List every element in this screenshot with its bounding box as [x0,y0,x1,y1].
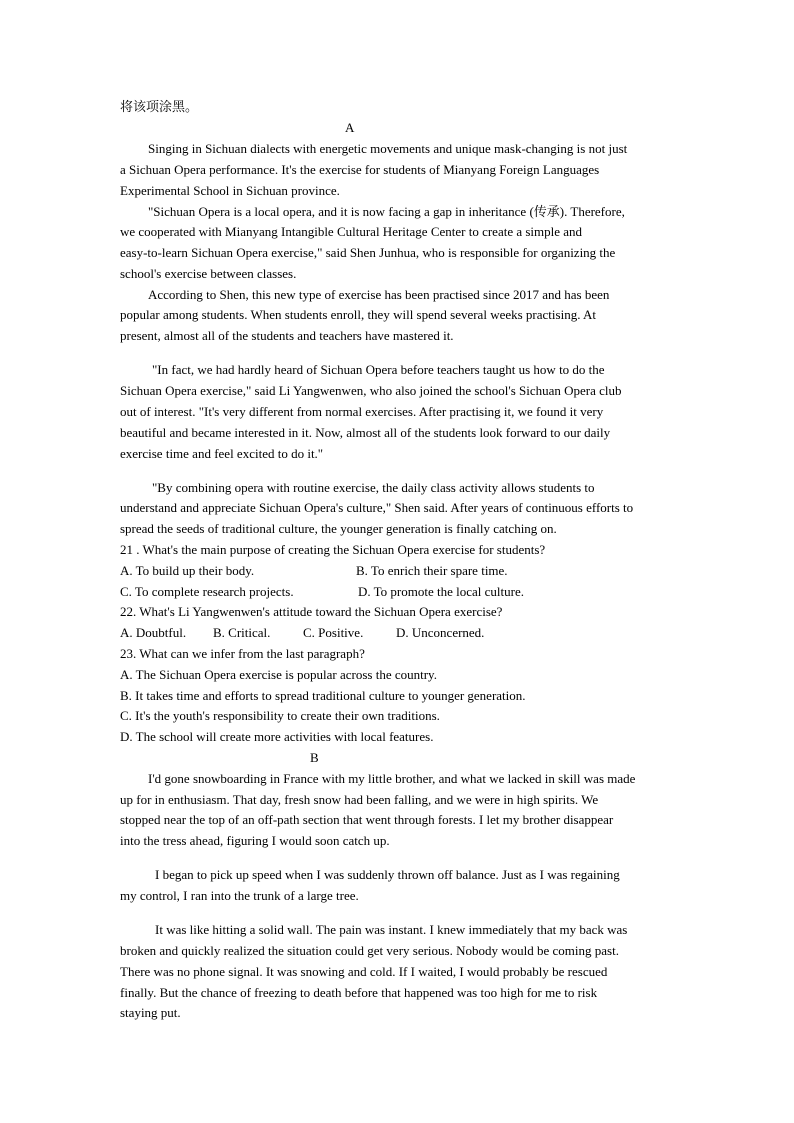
answer-option: C. It's the youth's responsibility to create their own traditions. [120,708,440,723]
answer-option: A. To build up their body. [120,563,255,578]
passage-a-line: "In fact, we had hardly heard of Sichuan Opera before teachers taught us how to do the [152,362,605,377]
passage-b-line: I began to pick up speed when I was suddenly thrown off balance. Just as I was regaining [155,867,620,882]
answer-option: D. Unconcerned. [396,625,485,640]
passage-a-line: spread the seeds of traditional culture, the younger generation is finally catching on. [120,521,557,536]
passage-a-line: present, almost all of the students and teachers have mastered it. [120,328,454,343]
passage-a-line: Experimental School in Sichuan province. [120,183,340,198]
passage-a-line: we cooperated with Mianyang Intangible Cultural Heritage Center to create a simple and [120,224,583,239]
passage-a-line: Sichuan Opera exercise," said Li Yangwenwen, who also joined the school's Sichuan Opera club [120,383,622,398]
answer-option: C. To complete research projects. [120,584,294,599]
passage-b-line: staying put. [120,1005,181,1020]
passage-b-line: I'd gone snowboarding in France with my little brother, and what we lacked in skill was made [148,771,636,786]
passage-a-line: exercise time and feel excited to do it." [120,446,324,461]
passage-b-line: into the tress ahead, figuring I would soon catch up. [120,833,390,848]
passage-b-line: stopped near the top of an off-path section that went through forests. I let my brother disappear [120,812,614,827]
passage-a-line: school's exercise between classes. [120,266,297,281]
passage-b-line: finally. But the chance of freezing to death before that happened was too high for me to risk [120,985,598,1000]
passage-a-line: "Sichuan Opera is a local opera, and it is now facing a gap in inheritance (传承). Therefore, [148,204,625,219]
passage-b-line: my control, I ran into the trunk of a large tree. [120,888,359,903]
passage-a-line: understand and appreciate Sichuan Opera's culture," Shen said. After years of continuous efforts to [120,500,634,515]
answer-option: B. Critical. [213,625,271,640]
passage-b-line: There was no phone signal. It was snowing and cold. If I waited, I would probably be rescued [120,964,608,979]
question-stem: 22. What's Li Yangwenwen's attitude toward the Sichuan Opera exercise? [120,604,503,619]
passage-a-line: Singing in Sichuan dialects with energetic movements and unique mask-changing is not just [148,141,628,156]
question-stem: 23. What can we infer from the last paragraph? [120,646,365,661]
answer-option: D. To promote the local culture. [358,584,524,599]
passage-a-line: a Sichuan Opera performance. It's the exercise for students of Mianyang Foreign Languages [120,162,600,177]
passage-a-line: According to Shen, this new type of exercise has been practised since 2017 and has been [148,287,610,302]
question-stem: 21 . What's the main purpose of creating the Sichuan Opera exercise for students? [120,542,546,557]
passage-a-line: popular among students. When students enroll, they will spend several weeks practising. At [120,307,596,322]
passage-b-heading: B [310,750,319,765]
answer-option: B. It takes time and efforts to spread traditional culture to younger generation. [120,688,526,703]
passage-a-heading: A [345,120,355,135]
instruction-line: 将该项涂黑。 [120,100,199,115]
answer-option: B. To enrich their spare time. [356,563,508,578]
passage-b-line: broken and quickly realized the situation could get very serious. Nobody would be coming past. [120,943,619,958]
passage-a-line: "By combining opera with routine exercise, the daily class activity allows students to [152,480,595,495]
answer-option: A. The Sichuan Opera exercise is popular across the country. [120,667,437,682]
passage-a-line: out of interest. "It's very different from normal exercises. After practising it, we found it very [120,404,604,419]
passage-b-line: It was like hitting a solid wall. The pain was instant. I knew immediately that my back was [155,922,628,937]
answer-option: A. Doubtful. [120,625,187,640]
answer-option: D. The school will create more activities with local features. [120,729,434,744]
answer-option: C. Positive. [303,625,364,640]
passage-a-line: easy-to-learn Sichuan Opera exercise," said Shen Junhua, who is responsible for organizing the [120,245,616,260]
passage-a-line: beautiful and became interested in it. Now, almost all of the students look forward to our daily [120,425,611,440]
passage-b-line: up for in enthusiasm. That day, fresh snow had been falling, and we were in high spirits. We [120,792,599,807]
